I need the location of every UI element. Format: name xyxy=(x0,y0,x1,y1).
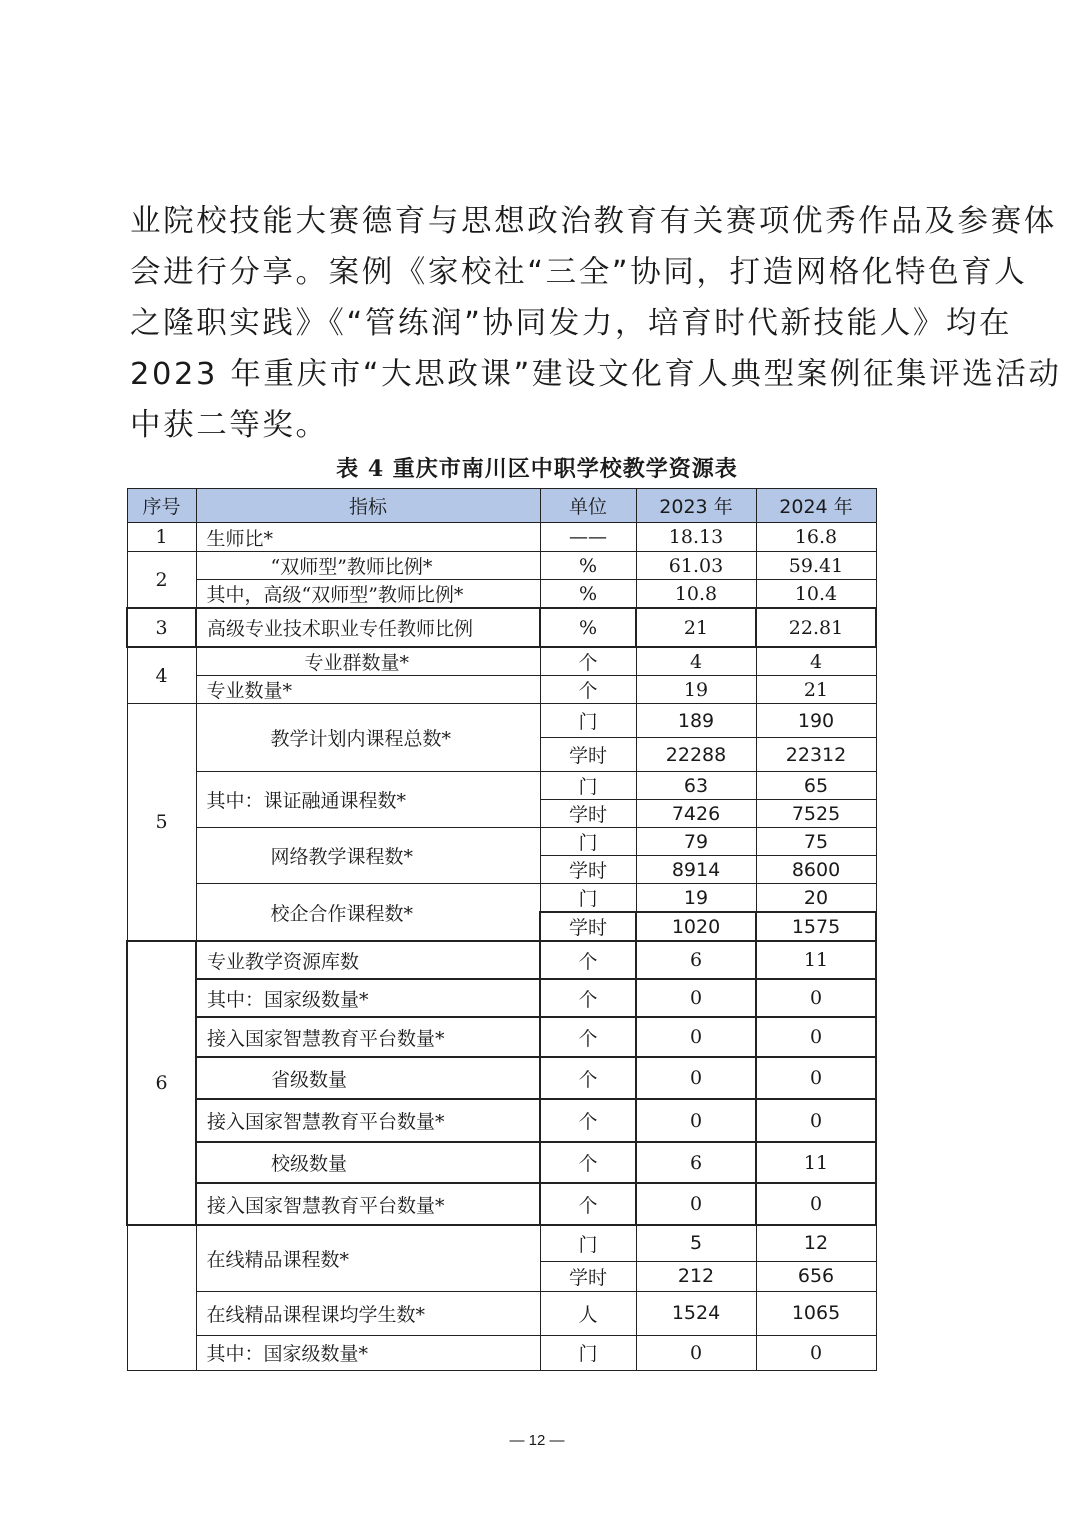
value-2024-cell: 16.8 xyxy=(756,523,876,552)
table-row xyxy=(127,941,876,979)
paragraph-line: 之隆职实践》《“管练润”协同发力，培育时代新技能人》均在 xyxy=(130,306,1013,341)
unit-cell: 个 xyxy=(540,1183,636,1225)
header-unit: 单位 xyxy=(540,489,636,523)
value-2024-cell: 21 xyxy=(756,676,876,704)
value-2023-cell: 79 xyxy=(636,828,756,856)
value-2023-cell: 4 xyxy=(636,647,756,676)
unit-cell: 个 xyxy=(540,1099,636,1142)
unit-cell: 门 xyxy=(540,1225,636,1261)
value-2024-cell: 22.81 xyxy=(756,608,876,647)
table-row xyxy=(127,676,876,704)
seq-cell: 1 xyxy=(127,523,196,552)
paragraph-line: 业院校技能大赛德育与思想政治教育有关赛项优秀作品及参赛体 xyxy=(130,204,1057,239)
unit-cell: 个 xyxy=(540,676,636,704)
value-2024-cell: 656 xyxy=(756,1261,876,1291)
paragraph-line: 会进行分享。案例《家校社“三全”协同，打造网格化特色育人 xyxy=(130,255,1028,290)
unit-cell: % xyxy=(540,580,636,609)
table-row xyxy=(127,552,876,580)
indicator-cell: 接入国家智慧教育平台数量* xyxy=(196,1017,540,1057)
unit-cell: % xyxy=(540,608,636,647)
value-2023-cell: 0 xyxy=(636,1335,756,1370)
table-row xyxy=(127,647,876,676)
page-number: — 12 — xyxy=(509,1432,565,1449)
indicator-cell: 其中：课证融通课程数* xyxy=(196,772,540,828)
indicator-cell: 生师比* xyxy=(196,523,540,552)
header-seq: 序号 xyxy=(127,489,196,523)
table-row xyxy=(127,1291,876,1335)
value-2024-cell: 0 xyxy=(756,1017,876,1057)
unit-cell: 学时 xyxy=(540,738,636,772)
paragraph-line: 中获二等奖。 xyxy=(130,408,329,443)
unit-cell: 学时 xyxy=(540,912,636,941)
value-2024-cell: 0 xyxy=(756,1335,876,1370)
table-row xyxy=(127,1142,876,1183)
seq-cell: 4 xyxy=(127,647,196,704)
value-2023-cell: 10.8 xyxy=(636,580,756,609)
table-row xyxy=(127,1183,876,1225)
seq-cell: 6 xyxy=(127,941,196,1225)
table-row xyxy=(127,1225,876,1261)
value-2024-cell: 11 xyxy=(756,1142,876,1183)
seq-cell: 2 xyxy=(127,552,196,609)
value-2024-cell: 11 xyxy=(756,941,876,979)
seq-cell: 3 xyxy=(127,608,196,647)
value-2023-cell: 0 xyxy=(636,1099,756,1142)
value-2023-cell: 21 xyxy=(636,608,756,647)
value-2024-cell: 8600 xyxy=(756,856,876,884)
table-row xyxy=(127,1335,876,1370)
unit-cell: 个 xyxy=(540,1017,636,1057)
table-row xyxy=(127,704,876,738)
value-2024-cell: 7525 xyxy=(756,800,876,828)
value-2024-cell: 4 xyxy=(756,647,876,676)
indicator-cell: 高级专业技术职业专任教师比例 xyxy=(196,608,540,647)
table-caption: 表 4 重庆市南川区中职学校教学资源表 xyxy=(336,456,738,482)
value-2024-cell: 0 xyxy=(756,1057,876,1099)
unit-cell: 个 xyxy=(540,647,636,676)
value-2023-cell: 1020 xyxy=(636,912,756,941)
table-row xyxy=(127,772,876,800)
indicator-cell: 在线精品课程课均学生数* xyxy=(196,1291,540,1335)
unit-cell: 个 xyxy=(540,1057,636,1099)
indicator-cell: 专业群数量* xyxy=(196,647,540,676)
indicator-cell: “双师型”教师比例* xyxy=(196,552,540,580)
value-2024-cell: 190 xyxy=(756,704,876,738)
unit-cell: % xyxy=(540,552,636,580)
value-2023-cell: 61.03 xyxy=(636,552,756,580)
value-2023-cell: 6 xyxy=(636,1142,756,1183)
unit-cell: 学时 xyxy=(540,1261,636,1291)
value-2024-cell: 20 xyxy=(756,884,876,913)
indicator-cell: 在线精品课程数* xyxy=(196,1225,540,1291)
unit-cell: 门 xyxy=(540,772,636,800)
seq-cell: 5 xyxy=(127,704,196,942)
value-2024-cell: 75 xyxy=(756,828,876,856)
indicator-cell: 专业教学资源库数 xyxy=(196,941,540,979)
indicator-cell: 接入国家智慧教育平台数量* xyxy=(196,1099,540,1142)
unit-cell: 门 xyxy=(540,1335,636,1370)
unit-cell: 门 xyxy=(540,704,636,738)
value-2024-cell: 0 xyxy=(756,979,876,1017)
table-row xyxy=(127,828,876,856)
indicator-cell: 专业数量* xyxy=(196,676,540,704)
indicator-cell: 校级数量 xyxy=(196,1142,540,1183)
value-2024-cell: 65 xyxy=(756,772,876,800)
unit-cell: 门 xyxy=(540,828,636,856)
value-2024-cell: 10.4 xyxy=(756,580,876,609)
value-2024-cell: 12 xyxy=(756,1225,876,1261)
table-row xyxy=(127,1017,876,1057)
value-2023-cell: 1524 xyxy=(636,1291,756,1335)
body-paragraph xyxy=(130,196,1062,451)
unit-cell: 个 xyxy=(540,979,636,1017)
unit-cell: 学时 xyxy=(540,856,636,884)
value-2023-cell: 0 xyxy=(636,979,756,1017)
indicator-cell: 省级数量 xyxy=(196,1057,540,1099)
value-2023-cell: 19 xyxy=(636,676,756,704)
value-2023-cell: 8914 xyxy=(636,856,756,884)
unit-cell: 门 xyxy=(540,884,636,913)
value-2023-cell: 18.13 xyxy=(636,523,756,552)
unit-cell: 个 xyxy=(540,1142,636,1183)
seq-cell xyxy=(127,1225,196,1370)
value-2024-cell: 0 xyxy=(756,1183,876,1225)
header-indicator: 指标 xyxy=(196,489,540,523)
table-row xyxy=(127,580,876,609)
value-2023-cell: 63 xyxy=(636,772,756,800)
value-2024-cell: 59.41 xyxy=(756,552,876,580)
unit-cell: —— xyxy=(540,523,636,552)
table-header-row xyxy=(127,489,876,523)
indicator-cell: 网络教学课程数* xyxy=(196,828,540,884)
value-2024-cell: 0 xyxy=(756,1099,876,1142)
table-row xyxy=(127,1099,876,1142)
unit-cell: 学时 xyxy=(540,800,636,828)
value-2023-cell: 19 xyxy=(636,884,756,913)
unit-cell: 个 xyxy=(540,941,636,979)
indicator-cell: 接入国家智慧教育平台数量* xyxy=(196,1183,540,1225)
indicator-cell: 其中：国家级数量* xyxy=(196,1335,540,1370)
value-2024-cell: 1575 xyxy=(756,912,876,941)
table-row xyxy=(127,523,876,552)
teaching-resources-table xyxy=(126,488,877,1371)
paragraph-line: 2023 年重庆市“大思政课”建设文化育人典型案例征集评选活动 xyxy=(130,357,1062,392)
indicator-cell: 教学计划内课程总数* xyxy=(196,704,540,772)
table-row xyxy=(127,979,876,1017)
value-2023-cell: 0 xyxy=(636,1057,756,1099)
value-2023-cell: 189 xyxy=(636,704,756,738)
indicator-cell: 其中：国家级数量* xyxy=(196,979,540,1017)
value-2023-cell: 7426 xyxy=(636,800,756,828)
header-2023: 2023 年 xyxy=(636,489,756,523)
value-2023-cell: 5 xyxy=(636,1225,756,1261)
unit-cell: 人 xyxy=(540,1291,636,1335)
indicator-cell: 其中，高级“双师型”教师比例* xyxy=(196,580,540,609)
table-row xyxy=(127,608,876,647)
indicator-cell: 校企合作课程数* xyxy=(196,884,540,942)
value-2024-cell: 1065 xyxy=(756,1291,876,1335)
value-2023-cell: 22288 xyxy=(636,738,756,772)
table-row xyxy=(127,1057,876,1099)
value-2023-cell: 212 xyxy=(636,1261,756,1291)
value-2024-cell: 22312 xyxy=(756,738,876,772)
value-2023-cell: 0 xyxy=(636,1017,756,1057)
value-2023-cell: 0 xyxy=(636,1183,756,1225)
header-2024: 2024 年 xyxy=(756,489,876,523)
table-row xyxy=(127,884,876,913)
value-2023-cell: 6 xyxy=(636,941,756,979)
